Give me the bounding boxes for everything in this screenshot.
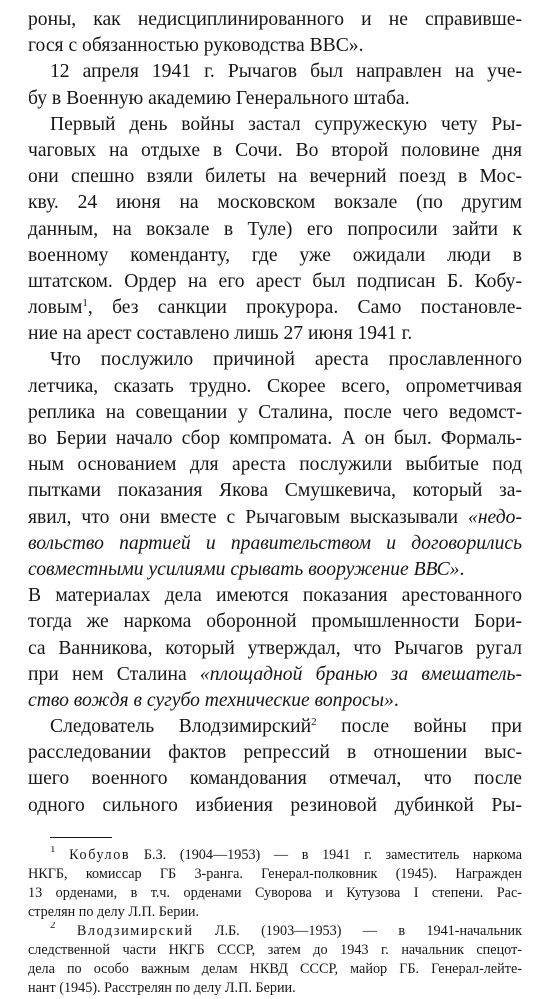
footnotes xyxy=(28,846,522,999)
quote-line: вольство партией и правительством и договорились xyxy=(28,532,522,554)
text-line: они спешно взяли билеты на вечерний поезд в Мос- xyxy=(28,166,522,188)
text-line xyxy=(28,505,522,531)
text-fragment: , без санкции прокурора. Само постановле- xyxy=(87,297,522,319)
footnote-ref-1[interactable]: 1 xyxy=(82,297,88,310)
text-fragment: . xyxy=(459,558,465,580)
quote-fragment: «площадной бранью за вмешатель- xyxy=(199,663,522,685)
text-fragment: после войны при xyxy=(316,716,522,738)
footnote-divider xyxy=(50,837,112,838)
footnote-line xyxy=(28,922,522,941)
text-line: штатском. Ордер на его арест был подписан Б. Кобу- xyxy=(28,270,522,292)
text-line xyxy=(28,714,522,740)
paragraph-3 xyxy=(28,112,522,348)
text-line: гося с обязанностью руководства ВВС». xyxy=(28,35,364,57)
footnote-2 xyxy=(28,922,522,998)
text-line: реплика на совещании у Сталина, после чего ведомст- xyxy=(28,401,522,423)
quote-fragment: ство вождя в сугубо технические вопросы» xyxy=(28,689,394,711)
text-line: во Берии начало сбор компромата. А он был. Формаль- xyxy=(28,428,522,449)
quote-fragment: «недо- xyxy=(468,506,522,528)
text-line: тогда же наркома оборонной промышленности Бори- xyxy=(28,611,522,633)
footnote-line: стрелян по делу Л.П. Берии. xyxy=(28,904,200,921)
footnote-line: нант (1945). Расстрелян по делу Л.П. Берии. xyxy=(28,980,296,997)
paragraph-1 xyxy=(28,7,522,59)
text-line: военному коменданту, где уже ожидали люди в xyxy=(28,244,522,266)
text-line: одного сильного избиения резиновой дубинкой Ры- xyxy=(28,794,522,816)
text-line: 12 апреля 1941 г. Рычагов был направлен на уче- xyxy=(50,61,522,83)
text-line: са Ванникова, который утверждал, что Рычагов ругал xyxy=(28,637,522,659)
paragraph-5 xyxy=(28,714,522,819)
text-line: пытками показания Якова Смушкевича, который за- xyxy=(28,480,522,502)
text-line: чаговых на отдыхе в Сочи. Во второй половине дня xyxy=(28,139,522,161)
text-line: данным, на вокзале в Туле) его попросили зайти к xyxy=(28,218,522,240)
text-line: Что послужило причиной ареста прославленного xyxy=(50,349,522,371)
text-line: В материалах дела имеются показания арестованного xyxy=(28,585,522,607)
footnote-line: следственной части НКГБ СССР, затем до 1943 г. начальник спецот- xyxy=(28,942,522,959)
footnote-mark: 2 xyxy=(50,922,56,932)
text-fragment: ловым xyxy=(28,297,83,319)
text-fragment: Следователь Влодзимирский xyxy=(50,716,312,738)
text-line: роны, как недисциплинированного и не справивше- xyxy=(28,9,522,30)
paragraph-2 xyxy=(28,59,522,111)
text-line: бу в Военную академию Генерального штаба. xyxy=(28,87,410,109)
text-line: летчика, сказать трудно. Скорее всего, опрометчивая xyxy=(28,375,522,397)
footnote-1 xyxy=(28,846,522,922)
footnote-ref-2[interactable]: 2 xyxy=(311,716,317,729)
text-line: ным основанием для ареста послужили выбитые под xyxy=(28,454,522,476)
text-line: расследовании фактов репрессий в отношении выс- xyxy=(28,742,522,764)
main-text xyxy=(28,7,522,819)
footnote-text: Л.Б. (1903—1953) — в 1941-начальник xyxy=(193,923,522,940)
quote-fragment: совместными усилиями срывать вооружение ВВС» xyxy=(28,558,460,580)
footnote-line xyxy=(28,846,522,865)
footnote-line: НКГБ, комиссар ГБ 3-ранга. Генерал-полковник (1945). Награжден xyxy=(28,865,522,882)
text-line xyxy=(28,662,522,688)
text-fragment: при нем Сталина xyxy=(28,663,200,685)
footnote-line: 13 орденами, в т.ч. орденами Суворова и Кутузова I степени. Рас- xyxy=(28,885,522,901)
text-fragment: явил, что они вместе с Рычаговым высказывали xyxy=(28,506,469,528)
text-fragment: . xyxy=(393,689,399,711)
footnote-name: Кобулов xyxy=(69,846,131,863)
text-line: шего военного командования отмечал, что после xyxy=(28,768,522,790)
footnote-line: дела по особо важным делам НКВД СССР, майор ГБ. Генерал-лейте- xyxy=(28,961,522,978)
footnote-name: Влодзимирский xyxy=(76,923,194,940)
text-line: ние на арест составлено лишь 27 июня 1941 г. xyxy=(28,323,413,345)
text-line xyxy=(28,557,522,583)
text-line: кву. 24 июня на московском вокзале (по другим xyxy=(28,192,522,214)
text-line xyxy=(28,688,522,714)
footnote-mark: 1 xyxy=(50,845,56,855)
text-line: Первый день войны застал супружескую чету Ры- xyxy=(50,113,522,135)
paragraph-4 xyxy=(28,347,522,714)
footnote-text: Б.З. (1904—1953) — в 1941 г. заместитель наркома xyxy=(130,846,522,863)
text-line xyxy=(28,295,522,321)
